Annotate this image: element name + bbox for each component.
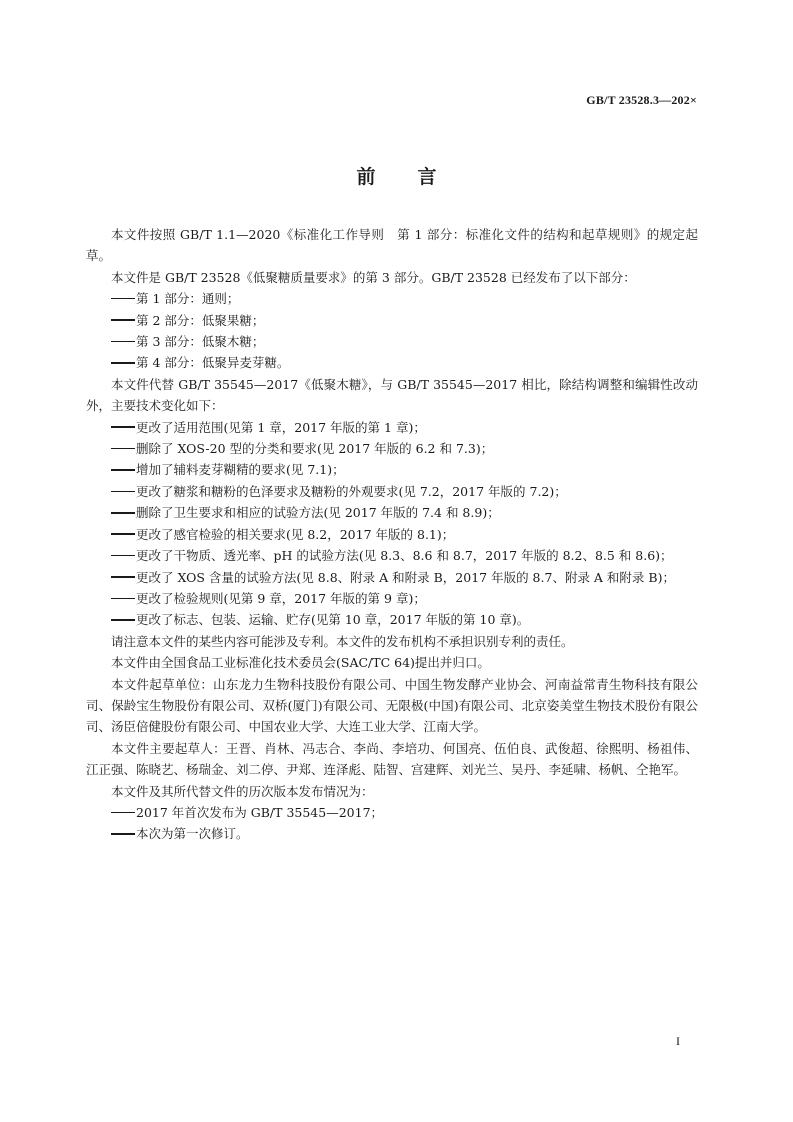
list-item: 2017 年首次发布为 GB/T 35545—2017； (86, 802, 698, 823)
paragraph-drafting-units: 本文件起草单位：山东龙力生物科技股份有限公司、中国生物发酵产业协会、河南益常青生物科技有限公司、保龄宝生物股份有限公司、双桥(厦门)有限公司、无限极(中国)有限公司、北京姿美堂生物技术股份有限公司、汤臣倍健股份有限公司、中国农业大学、大连工业大学、江南大学。 (86, 676, 698, 735)
page-title: 前言 (356, 166, 479, 188)
dash-bullet (111, 426, 135, 428)
list-item: 第 1 部分：通则； (86, 288, 698, 309)
dash-bullet (111, 448, 135, 450)
list-item: 更改了感官检验的相关要求(见 8.2，2017 年版的 8.1)； (86, 524, 698, 545)
dash-bullet (111, 341, 135, 343)
list-item: 更改了检验规则(见第 9 章，2017 年版的第 9 章)； (86, 588, 698, 609)
dash-bullet (111, 512, 135, 514)
foreword-body (86, 224, 698, 845)
list-item: 删除了卫生要求和相应的试验方法(见 2017 年版的 7.4 和 8.9)； (86, 502, 698, 523)
paragraph-drafters: 本文件主要起草人：王晋、肖林、冯志合、李尚、李培功、何国亮、伍伯良、武俊超、徐熙明、杨祖伟、江正强、陈晓艺、杨瑞金、刘二停、尹郑、连泽彪、陆智、宫建辉、刘光兰、吴丹、李延啸、杨帆、仝艳军。 (86, 740, 698, 778)
history-list (86, 802, 698, 845)
list-item: 更改了标志、包装、运输、贮存(见第 10 章，2017 年版的第 10 章)。 (86, 609, 698, 630)
dash-bullet (111, 833, 135, 835)
changes-list (86, 417, 698, 631)
list-item: 更改了 XOS 含量的试验方法(见 8.8、附录 A 和附录 B，2017 年版的 8.7、附录 A 和附录 B)； (86, 567, 698, 588)
dash-bullet (111, 319, 135, 321)
dash-bullet (111, 598, 135, 600)
dash-bullet (111, 469, 135, 471)
paragraph-patent-notice: 请注意本文件的某些内容可能涉及专利。本文件的发布机构不承担识别专利的责任。 (111, 633, 574, 649)
dash-bullet (111, 298, 135, 300)
list-item: 更改了干物质、透光率、pH 的试验方法(见 8.3、8.6 和 8.7，2017 年版的 8.2、8.5 和 8.6)； (86, 545, 698, 566)
parts-list (86, 288, 698, 374)
dash-bullet (111, 491, 135, 493)
standard-code: GB/T 23528.3—202× (586, 93, 697, 107)
page-number: I (676, 1034, 680, 1048)
list-item: 第 2 部分：低聚果糖； (86, 310, 698, 331)
dash-bullet (111, 533, 135, 535)
paragraph-replaces: 本文件代替 GB/T 35545—2017《低聚木糖》，与 GB/T 35545—2017 相比，除结构调整和编辑性改动外，主要技术变化如下： (86, 376, 698, 414)
paragraph-history: 本文件及其所代替文件的历次版本发布情况为： (111, 783, 374, 799)
list-item: 第 4 部分：低聚异麦芽糖。 (86, 352, 698, 373)
paragraph-proposed-by: 本文件由全国食品工业标准化技术委员会(SAC/TC 64)提出并归口。 (111, 655, 490, 671)
dash-bullet (111, 619, 135, 621)
list-item: 增加了辅料麦芽糊精的要求(见 7.1)； (86, 459, 698, 480)
list-item: 第 3 部分：低聚木糖； (86, 331, 698, 352)
dash-bullet (111, 576, 135, 578)
list-item: 本次为第一次修订。 (86, 823, 698, 844)
dash-bullet (111, 555, 135, 557)
list-item: 删除了 XOS-20 型的分类和要求(见 2017 年版的 6.2 和 7.3)； (86, 438, 698, 459)
paragraph-part-of-series: 本文件是 GB/T 23528《低聚糖质量要求》的第 3 部分。GB/T 23528 已经发布了以下部分： (111, 269, 636, 285)
dash-bullet (111, 812, 135, 814)
list-item: 更改了适用范围(见第 1 章，2017 年版的第 1 章)； (86, 417, 698, 438)
list-item: 更改了糖浆和糖粉的色泽要求及糖粉的外观要求(见 7.2，2017 年版的 7.2)； (86, 481, 698, 502)
dash-bullet (111, 362, 135, 364)
paragraph-drafting-rules: 本文件按照 GB/T 1.1—2020《标准化工作导则 第 1 部分：标准化文件的结构和起草规则》的规定起草。 (86, 227, 698, 264)
